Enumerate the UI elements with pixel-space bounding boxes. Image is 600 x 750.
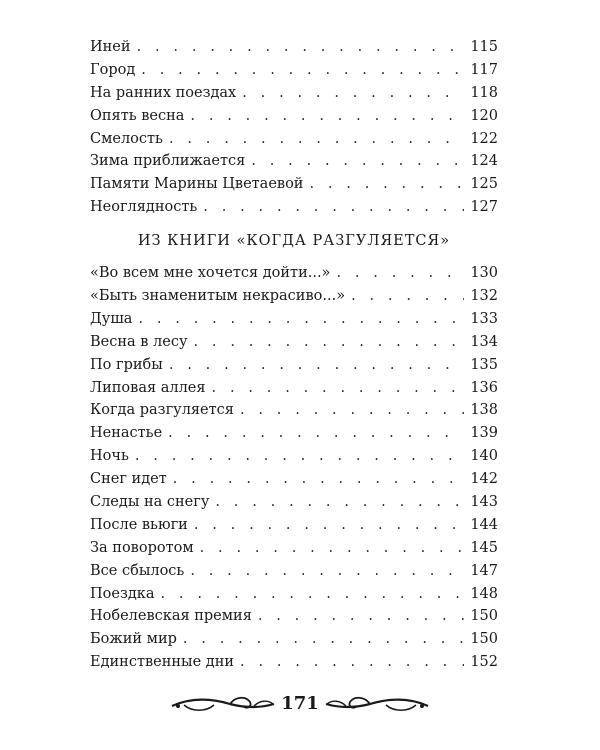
toc-page	[90, 36, 498, 674]
toc-entry-page: 125	[470, 176, 498, 193]
page-number: 171	[281, 693, 319, 714]
toc-entry	[90, 262, 498, 285]
toc-entry-page: 133	[470, 310, 498, 327]
toc-entry	[90, 605, 498, 628]
toc-entry	[90, 583, 498, 606]
toc-entry-title: Неоглядность	[90, 199, 198, 216]
toc-leader-dots	[215, 491, 464, 514]
toc-entry-title: Все сбылось	[90, 562, 185, 579]
toc-entry	[90, 105, 498, 128]
toc-entry-page: 143	[470, 494, 498, 511]
toc-entry-title: Нобелевская премия	[90, 608, 252, 625]
toc-leader-dots	[168, 422, 464, 445]
toc-leader-dots	[258, 605, 464, 628]
toc-entry-title: После вьюги	[90, 516, 188, 533]
left-flourish-icon	[170, 692, 275, 716]
toc-leader-dots	[141, 59, 464, 82]
toc-entry-title: За поворотом	[90, 539, 194, 556]
toc-entry	[90, 422, 498, 445]
toc-leader-dots	[351, 285, 464, 308]
toc-entry-page: 142	[470, 471, 498, 488]
toc-entry	[90, 399, 498, 422]
toc-entry-title: Город	[90, 61, 136, 78]
toc-entry	[90, 59, 498, 82]
toc-leader-dots	[183, 628, 464, 651]
toc-leader-dots	[173, 468, 464, 491]
toc-entry	[90, 651, 498, 674]
toc-leader-dots	[194, 514, 464, 537]
toc-entry-title: «Быть знаменитым некрасиво...»	[90, 288, 346, 305]
toc-entry	[90, 514, 498, 537]
toc-leader-dots	[169, 354, 464, 377]
toc-entry-title: Весна в лесу	[90, 333, 188, 350]
section-heading	[90, 223, 498, 259]
toc-entry-title: «Во всем мне хочется дойти...»	[90, 265, 331, 282]
toc-entry-title: Божий мир	[90, 631, 177, 648]
toc-entry-page: 135	[470, 356, 498, 373]
toc-leader-dots	[135, 445, 464, 468]
toc-leader-dots	[336, 262, 464, 285]
toc-entry-title: Смелость	[90, 130, 163, 147]
toc-entry-page: 148	[470, 585, 498, 602]
toc-entry-title: Иней	[90, 39, 131, 55]
toc-entry-title: Когда разгуляется	[90, 402, 234, 419]
toc-entry	[90, 468, 498, 491]
right-flourish-icon	[325, 692, 430, 716]
toc-entry-page: 117	[470, 61, 498, 78]
toc-list-top	[90, 36, 498, 219]
toc-entry-title: Единственные дни	[90, 654, 235, 671]
toc-entry-page: 139	[470, 425, 498, 442]
toc-entry-page: 152	[470, 654, 498, 671]
toc-entry-title: Ночь	[90, 448, 129, 465]
toc-entry	[90, 285, 498, 308]
toc-entry	[90, 196, 498, 219]
toc-entry	[90, 331, 498, 354]
section-heading-text: ИЗ КНИГИ «КОГДА РАЗГУЛЯЕТСЯ»	[137, 233, 451, 250]
toc-entry	[90, 150, 498, 173]
toc-leader-dots	[161, 583, 465, 606]
toc-entry-title: Опять весна	[90, 107, 185, 124]
toc-entry-title: Ненастье	[90, 425, 163, 442]
toc-entry	[90, 377, 498, 400]
toc-entry	[90, 173, 498, 196]
toc-entry-page: 140	[470, 448, 498, 465]
toc-leader-dots	[190, 105, 464, 128]
toc-entry-page: 150	[470, 608, 498, 625]
toc-entry-page: 124	[470, 153, 498, 170]
toc-entry	[90, 36, 498, 59]
toc-entry-page: 132	[470, 288, 498, 305]
toc-entry-page: 122	[470, 130, 498, 147]
toc-entry-page: 130	[470, 265, 498, 282]
toc-entry-page: 144	[470, 516, 498, 533]
toc-entry	[90, 628, 498, 651]
toc-entry-page: 134	[470, 333, 498, 350]
toc-entry-page: 120	[470, 107, 498, 124]
toc-entry-title: Следы на снегу	[90, 494, 210, 511]
toc-leader-dots	[240, 399, 464, 422]
toc-leader-dots	[190, 560, 464, 583]
toc-leader-dots	[240, 651, 464, 674]
toc-entry	[90, 537, 498, 560]
toc-entry-title: Памяти Марины Цветаевой	[90, 176, 304, 193]
toc-leader-dots	[242, 82, 464, 105]
toc-leader-dots	[138, 308, 464, 331]
toc-entry-title: По грибы	[90, 356, 163, 373]
toc-leader-dots	[169, 128, 464, 151]
toc-entry-page: 138	[470, 402, 498, 419]
toc-entry-page: 150	[470, 631, 498, 648]
toc-entry	[90, 308, 498, 331]
toc-entry-title: Липовая аллея	[90, 379, 206, 396]
toc-leader-dots	[309, 173, 464, 196]
toc-entry	[90, 445, 498, 468]
toc-leader-dots	[203, 196, 464, 219]
toc-entry-page: 127	[470, 199, 498, 216]
page-footer	[160, 690, 440, 718]
toc-entry	[90, 128, 498, 151]
toc-entry-title: Поездка	[90, 585, 155, 602]
toc-entry-title: Зима приближается	[90, 153, 246, 170]
toc-list-section	[90, 262, 498, 674]
toc-leader-dots	[212, 377, 464, 400]
toc-entry-title: Снег идет	[90, 471, 167, 488]
toc-entry	[90, 82, 498, 105]
toc-entry	[90, 491, 498, 514]
toc-entry	[90, 354, 498, 377]
toc-leader-dots	[200, 537, 464, 560]
toc-entry-page: 147	[470, 562, 498, 579]
toc-leader-dots	[137, 36, 464, 59]
toc-entry-page: 118	[470, 84, 498, 101]
toc-entry-title: Душа	[90, 310, 133, 327]
toc-entry-page: 136	[470, 379, 498, 396]
toc-entry-title: На ранних поездах	[90, 84, 237, 101]
toc-leader-dots	[251, 150, 464, 173]
toc-entry	[90, 560, 498, 583]
toc-leader-dots	[194, 331, 465, 354]
toc-entry-page: 145	[470, 539, 498, 556]
toc-entry-page: 115	[470, 39, 498, 55]
